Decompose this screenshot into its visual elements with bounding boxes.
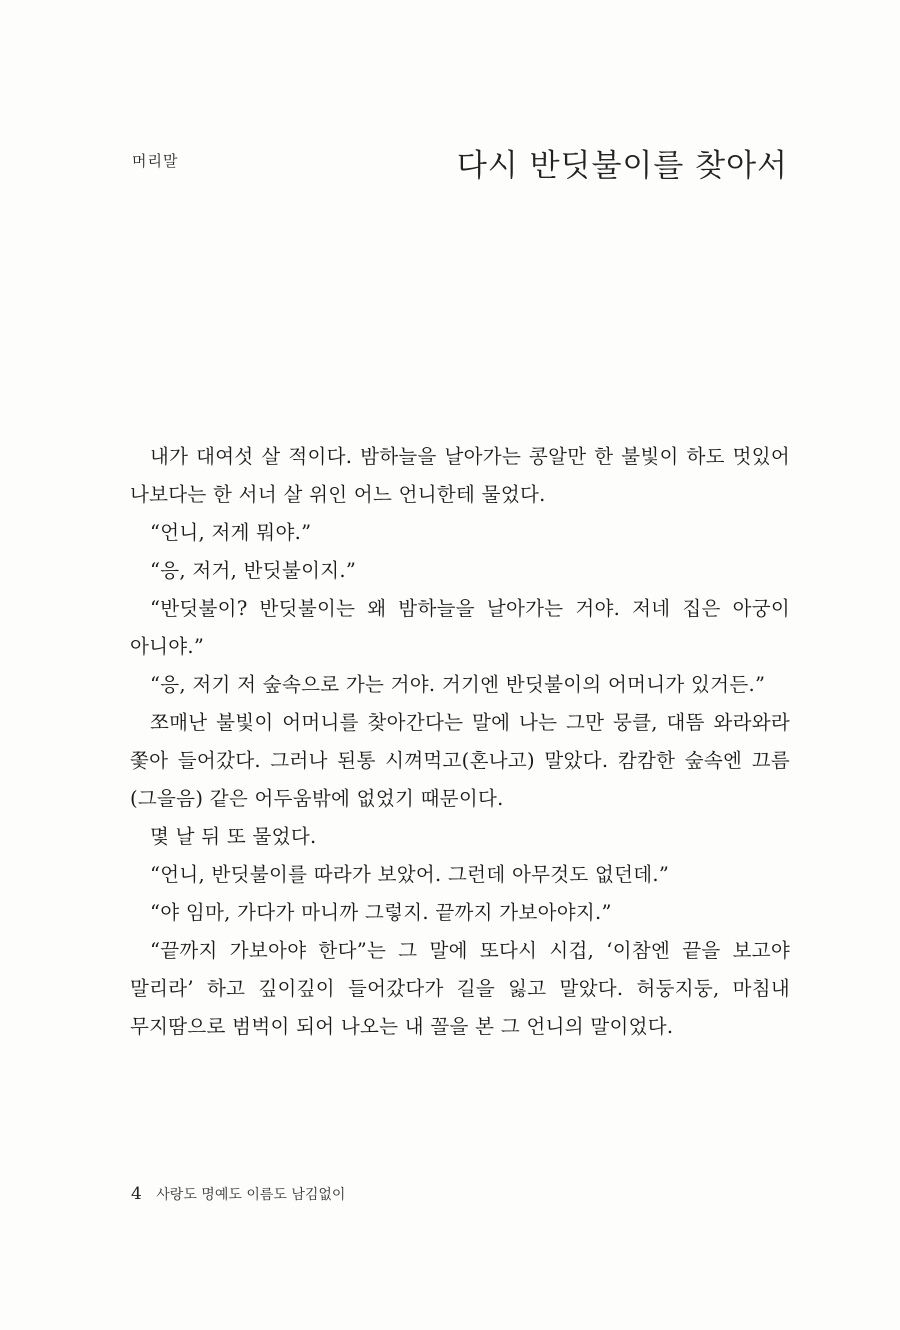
paragraph: 몇 날 뒤 또 물었다.	[150, 825, 317, 848]
paragraph: “야 임마, 가다가 마니까 그렇지. 끝까지 가보아야지.”	[150, 901, 612, 924]
page-number: 4	[131, 1184, 142, 1204]
paragraph: “끝까지 가보아야 한다”는 그 말에 또다시 시겁, ‘이참엔 끝을 보고야 말리라’ 하고 깊이깊이 들어갔다가 길을 잃고 말았다. 허둥지둥, 마침내 무지땀으로 범벅이 되어 나오는 내 꼴을 본 그 언니의 말이었다.	[130, 939, 790, 1038]
paragraph: “응, 저기 저 숲속으로 가는 거야. 거기엔 반딧불이의 어머니가 있거든.”	[150, 673, 766, 696]
paragraph: “반딧불이? 반딧불이는 왜 밤하늘을 날아가는 거야. 저네 집은 아궁이 아니야.”	[130, 597, 790, 658]
body-text	[130, 438, 790, 1046]
book-title: 사랑도 명예도 이름도 남김없이	[156, 1187, 346, 1203]
paragraph: 쪼매난 불빛이 어머니를 찾아간다는 말에 나는 그만 뭉클, 대뜸 와라와라 쫓아 들어갔다. 그러나 된통 시껴먹고(혼나고) 말았다. 캄캄한 숲속엔 끄름(그을음) 같은 어두움밖에 없었기 때문이다.	[130, 711, 790, 810]
paragraph: “응, 저거, 반딧불이지.”	[150, 559, 357, 582]
paragraph: 내가 대여섯 살 적이다. 밤하늘을 날아가는 콩알만 한 불빛이 하도 멋있어 나보다는 한 서너 살 위인 어느 언니한테 물었다.	[130, 445, 790, 506]
chapter-title: 다시 반딧불이를 찾아서	[456, 148, 788, 184]
paragraph: “언니, 반딧불이를 따라가 보았어. 그런데 아무것도 없던데.”	[150, 863, 670, 886]
paragraph: “언니, 저게 뭐야.”	[150, 521, 312, 544]
section-label: 머리말	[132, 152, 179, 170]
page-footer	[131, 1184, 345, 1204]
